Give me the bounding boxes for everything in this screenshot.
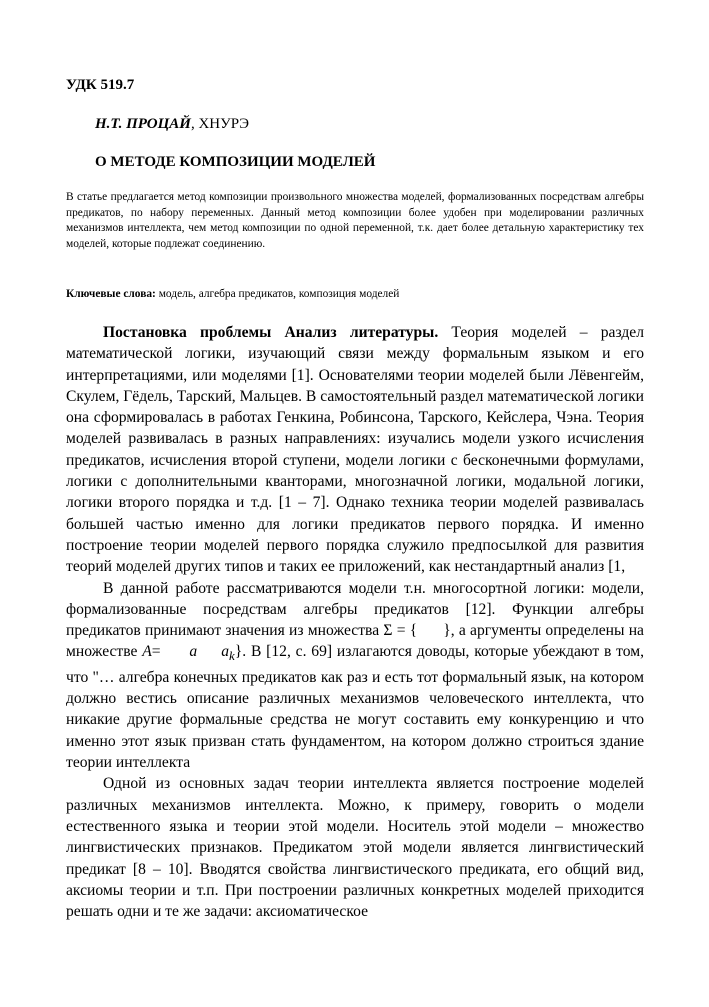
equals-sign: = — [151, 643, 166, 661]
paragraph-2 — [66, 578, 644, 774]
abstract: В статье предлагается метод композиции произвольного множества моделей, формализованных посредствам алгебры предикатов, по набору переменных. Данный метод композиции более удобен при моделировании различных механизмов интеллекта, чем метод композиции по одной переменной, т.к. дает более детальную характеристику тех моделей, которые подлежат соединению. — [66, 191, 644, 250]
var-k-subscript: k — [228, 648, 235, 664]
author-affiliation: , ХНУРЭ — [190, 116, 249, 132]
paragraph-2-text-b: , а аргументы определены на множестве — [66, 622, 644, 661]
keywords-text: модель, алгебра предикатов, композиция моделей — [155, 288, 400, 300]
paper-title: О МЕТОДЕ КОМПОЗИЦИИ МОДЕЛЕЙ — [95, 154, 376, 170]
brace-close: } — [443, 622, 451, 640]
body-text — [66, 322, 644, 922]
paragraph-1 — [66, 322, 644, 578]
section-heading: Постановка проблемы Анализ литературы. — [103, 324, 439, 341]
paragraph-2-text-a: В данной работе рассматриваются модели т.н. многосортной логики: модели, формализованные посредствам алгебры предикатов [12]. Функции алгебры предикатов принимают значения из множества — [66, 579, 644, 640]
udk-code: УДК 519.7 — [66, 77, 135, 93]
author-line — [95, 116, 249, 133]
paragraph-2-text-c: }. В [12, с. 69] излагаются доводы, которые убеждают в том, что "… алгебра конечных предикатов как раз и есть тот формальный язык, на котором должно вестись описание различных механизмов человеческого интеллекта, что никакие другие формальные средства не могут составить ему конкуренцию и что именно этот язык призван стать фундаментом, на котором должно строиться здание теории интеллекта — [66, 643, 644, 772]
sigma-formula: Σ = { — [383, 622, 418, 640]
var-A: A — [142, 643, 152, 661]
var-ak: a — [221, 643, 229, 661]
keywords-label: Ключевые слова: — [66, 288, 156, 300]
var-a: a — [189, 643, 198, 661]
keywords-line — [66, 288, 399, 300]
paragraph-1-text: Теория моделей – раздел математической логики, изучающий связи между формальным языком и его интерпретациями, или моделями [1]. Основателями теории моделей были Лёвенгейм, Скулем, Гёдель, Тарский, Мальцев. В самостоятельный раздел математической логики она сформировалась в работах Генкина, Робинсона, Тарского, Кейслера, Чэна. Теория моделей развивалась в разных направлениях: изучались модели узкого исчисления предикатов, исчисления второй ступени, модели логики с бесконечными формулами, логики с дополнительными кванторами, многозначной логики, модальной логики, логики второго порядка и т.д. [1 – 7]. Однако техника теории моделей развивалась большей частью именно для логики предикатов первого порядка. И именно построение теории моделей первого порядка служило предпосылкой для развития теорий моделей других типов и таких ее приложений, как нестандартный анализ [1, — [66, 324, 644, 576]
paragraph-3: Одной из основных задач теории интеллекта является построение моделей различных механизмов интеллекта. Можно, к примеру, говорить о модели естественного языка и теории этой модели. Носитель этой модели – множество лингвистических признаков. Предикатом этой модели является лингвистический предикат [8 – 10]. Вводятся свойства лингвистического предиката, его общий вид, аксиомы теории и т.п. При построении различных конкретных моделей приходится решать одни и те же задачи: аксиоматическое — [66, 775, 644, 921]
author-name: Н.Т. ПРОЦАЙ — [95, 116, 191, 132]
